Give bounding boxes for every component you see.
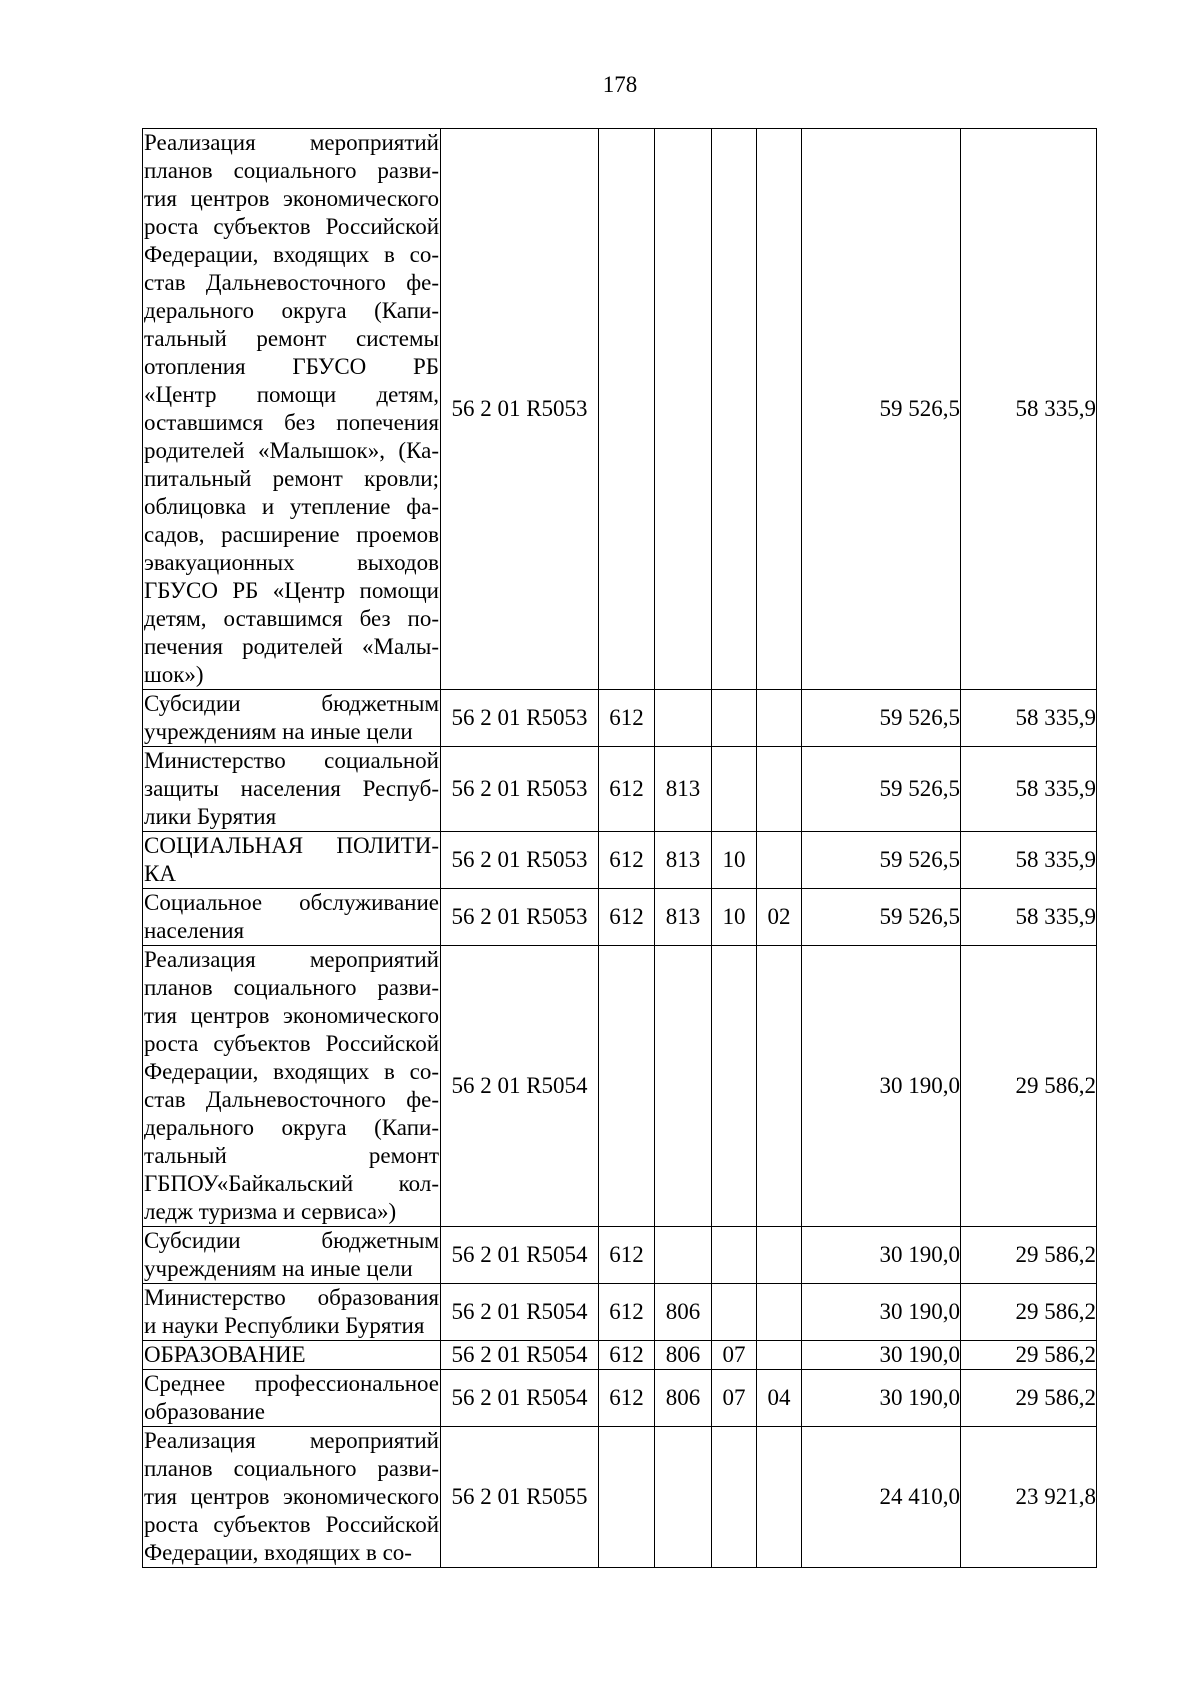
amount-year-2: 29 586,2 xyxy=(961,1227,1097,1284)
budget-table xyxy=(142,128,1097,1568)
amount-year-1: 24 410,0 xyxy=(802,1427,961,1568)
target-article-code: 56 2 01 R5054 xyxy=(441,1227,599,1284)
row-description xyxy=(143,1284,441,1341)
description-line: Реализация мероприятий xyxy=(144,1428,439,1453)
description-line: роста субъектов Российской xyxy=(144,214,439,239)
section-code: 07 xyxy=(712,1341,757,1370)
amount-year-2: 58 335,9 xyxy=(961,747,1097,832)
description-line: ГБУСО РБ «Центр помощи xyxy=(144,578,439,603)
description-line: Реализация мероприятий xyxy=(144,130,439,155)
expense-type-code xyxy=(599,129,655,690)
description-line: учреждениям на иные цели xyxy=(144,1256,413,1281)
row-description xyxy=(143,1227,441,1284)
expense-type-code: 612 xyxy=(599,1370,655,1427)
description-line: роста субъектов Российской xyxy=(144,1031,439,1056)
description-line: и науки Республики Бурятия xyxy=(144,1313,425,1338)
subsection-code xyxy=(757,1427,802,1568)
row-description xyxy=(143,1341,441,1370)
description-line: став Дальневосточного фе- xyxy=(144,270,439,295)
description-line: Федерации, входящих в со- xyxy=(144,242,439,267)
ministry-code: 813 xyxy=(655,747,712,832)
amount-year-1: 30 190,0 xyxy=(802,1341,961,1370)
expense-type-code: 612 xyxy=(599,889,655,946)
section-code: 10 xyxy=(712,832,757,889)
amount-year-1: 59 526,5 xyxy=(802,129,961,690)
description-line: роста субъектов Российской xyxy=(144,1512,439,1537)
description-line: КА xyxy=(144,861,176,886)
row-description xyxy=(143,690,441,747)
table-row xyxy=(143,1341,1097,1370)
target-article-code: 56 2 01 R5054 xyxy=(441,1341,599,1370)
description-line: Среднее профессиональное xyxy=(144,1371,439,1396)
table-row xyxy=(143,129,1097,690)
description-line: тия центров экономического xyxy=(144,1003,439,1028)
amount-year-1: 30 190,0 xyxy=(802,1284,961,1341)
description-line: печения родителей «Малы- xyxy=(144,634,439,659)
target-article-code: 56 2 01 R5054 xyxy=(441,1284,599,1341)
table-row xyxy=(143,1370,1097,1427)
section-code xyxy=(712,946,757,1227)
description-line: Субсидии бюджетным xyxy=(144,691,439,716)
amount-year-2: 58 335,9 xyxy=(961,129,1097,690)
target-article-code: 56 2 01 R5053 xyxy=(441,889,599,946)
target-article-code: 56 2 01 R5053 xyxy=(441,690,599,747)
ministry-code xyxy=(655,690,712,747)
subsection-code xyxy=(757,946,802,1227)
description-line: планов социального разви- xyxy=(144,1456,439,1481)
expense-type-code xyxy=(599,946,655,1227)
section-code: 07 xyxy=(712,1370,757,1427)
table-row xyxy=(143,1227,1097,1284)
description-line: ОБРАЗОВАНИЕ xyxy=(144,1342,306,1367)
table-row xyxy=(143,1284,1097,1341)
ministry-code xyxy=(655,129,712,690)
amount-year-2: 58 335,9 xyxy=(961,889,1097,946)
subsection-code xyxy=(757,747,802,832)
description-line: оставшимся без попечения xyxy=(144,410,439,435)
amount-year-1: 30 190,0 xyxy=(802,1227,961,1284)
ministry-code: 806 xyxy=(655,1341,712,1370)
description-line: планов социального разви- xyxy=(144,158,439,183)
amount-year-1: 59 526,5 xyxy=(802,832,961,889)
section-code xyxy=(712,1227,757,1284)
expense-type-code: 612 xyxy=(599,1341,655,1370)
table-row xyxy=(143,1427,1097,1568)
description-line: питальный ремонт кровли; xyxy=(144,466,439,491)
row-description xyxy=(143,889,441,946)
description-line: тальный ремонт xyxy=(144,1143,439,1168)
row-description xyxy=(143,832,441,889)
target-article-code: 56 2 01 R5053 xyxy=(441,832,599,889)
amount-year-1: 59 526,5 xyxy=(802,690,961,747)
description-line: Федерации, входящих в со- xyxy=(144,1540,412,1565)
target-article-code: 56 2 01 R5054 xyxy=(441,1370,599,1427)
amount-year-2: 58 335,9 xyxy=(961,690,1097,747)
amount-year-1: 30 190,0 xyxy=(802,1370,961,1427)
description-line: образование xyxy=(144,1399,265,1424)
amount-year-2: 29 586,2 xyxy=(961,946,1097,1227)
row-description xyxy=(143,747,441,832)
row-description xyxy=(143,129,441,690)
description-line: населения xyxy=(144,918,245,943)
subsection-code xyxy=(757,129,802,690)
table-row xyxy=(143,690,1097,747)
description-line: Министерство образования xyxy=(144,1285,439,1310)
subsection-code xyxy=(757,1284,802,1341)
description-line: детям, оставшимся без по- xyxy=(144,606,439,631)
description-line: эвакуационных выходов xyxy=(144,550,439,575)
description-line: Федерации, входящих в со- xyxy=(144,1059,439,1084)
table-row xyxy=(143,946,1097,1227)
ministry-code: 813 xyxy=(655,889,712,946)
description-line: отопления ГБУСО РБ xyxy=(144,354,439,379)
page-number: 178 xyxy=(602,72,638,97)
description-line: Реализация мероприятий xyxy=(144,947,439,972)
description-line: дерального округа (Капи- xyxy=(144,298,439,323)
amount-year-2: 29 586,2 xyxy=(961,1284,1097,1341)
expense-type-code: 612 xyxy=(599,1227,655,1284)
description-line: тия центров экономического xyxy=(144,1484,439,1509)
description-line: Социальное обслуживание xyxy=(144,890,439,915)
description-line: СОЦИАЛЬНАЯ ПОЛИТИ- xyxy=(144,833,439,858)
section-code xyxy=(712,690,757,747)
expense-type-code: 612 xyxy=(599,747,655,832)
amount-year-1: 30 190,0 xyxy=(802,946,961,1227)
amount-year-2: 29 586,2 xyxy=(961,1341,1097,1370)
description-line: тия центров экономического xyxy=(144,186,439,211)
section-code xyxy=(712,747,757,832)
subsection-code xyxy=(757,832,802,889)
description-line: учреждениям на иные цели xyxy=(144,719,413,744)
subsection-code xyxy=(757,1227,802,1284)
section-code xyxy=(712,1427,757,1568)
expense-type-code: 612 xyxy=(599,690,655,747)
amount-year-2: 29 586,2 xyxy=(961,1370,1097,1427)
subsection-code: 02 xyxy=(757,889,802,946)
description-line: родителей «Малышок», (Ка- xyxy=(144,438,439,463)
table-row xyxy=(143,832,1097,889)
target-article-code: 56 2 01 R5054 xyxy=(441,946,599,1227)
description-line: дерального округа (Капи- xyxy=(144,1115,439,1140)
section-code: 10 xyxy=(712,889,757,946)
target-article-code: 56 2 01 R5055 xyxy=(441,1427,599,1568)
ministry-code xyxy=(655,946,712,1227)
section-code xyxy=(712,1284,757,1341)
description-line: тальный ремонт системы xyxy=(144,326,439,351)
description-line: ГБПОУ«Байкальский кол- xyxy=(144,1171,439,1196)
section-code xyxy=(712,129,757,690)
description-line: Министерство социальной xyxy=(144,748,439,773)
subsection-code: 04 xyxy=(757,1370,802,1427)
ministry-code: 806 xyxy=(655,1284,712,1341)
subsection-code xyxy=(757,690,802,747)
amount-year-1: 59 526,5 xyxy=(802,747,961,832)
expense-type-code: 612 xyxy=(599,1284,655,1341)
ministry-code xyxy=(655,1427,712,1568)
ministry-code xyxy=(655,1227,712,1284)
expense-type-code: 612 xyxy=(599,832,655,889)
description-line: планов социального разви- xyxy=(144,975,439,1000)
ministry-code: 813 xyxy=(655,832,712,889)
table-row xyxy=(143,747,1097,832)
ministry-code: 806 xyxy=(655,1370,712,1427)
description-line: садов, расширение проемов xyxy=(144,522,439,547)
description-line: Субсидии бюджетным xyxy=(144,1228,439,1253)
row-description xyxy=(143,1370,441,1427)
target-article-code: 56 2 01 R5053 xyxy=(441,747,599,832)
description-line: защиты населения Респуб- xyxy=(144,776,439,801)
row-description xyxy=(143,946,441,1227)
table-row xyxy=(143,889,1097,946)
subsection-code xyxy=(757,1341,802,1370)
amount-year-2: 58 335,9 xyxy=(961,832,1097,889)
description-line: облицовка и утепление фа- xyxy=(144,494,439,519)
table-body xyxy=(143,129,1097,1568)
amount-year-1: 59 526,5 xyxy=(802,889,961,946)
expense-type-code xyxy=(599,1427,655,1568)
row-description xyxy=(143,1427,441,1568)
target-article-code: 56 2 01 R5053 xyxy=(441,129,599,690)
description-line: «Центр помощи детям, xyxy=(144,382,439,407)
description-line: ледж туризма и сервиса») xyxy=(144,1199,397,1224)
amount-year-2: 23 921,8 xyxy=(961,1427,1097,1568)
description-line: став Дальневосточного фе- xyxy=(144,1087,439,1112)
description-line: лики Бурятия xyxy=(144,804,277,829)
description-line: шок») xyxy=(144,662,204,687)
